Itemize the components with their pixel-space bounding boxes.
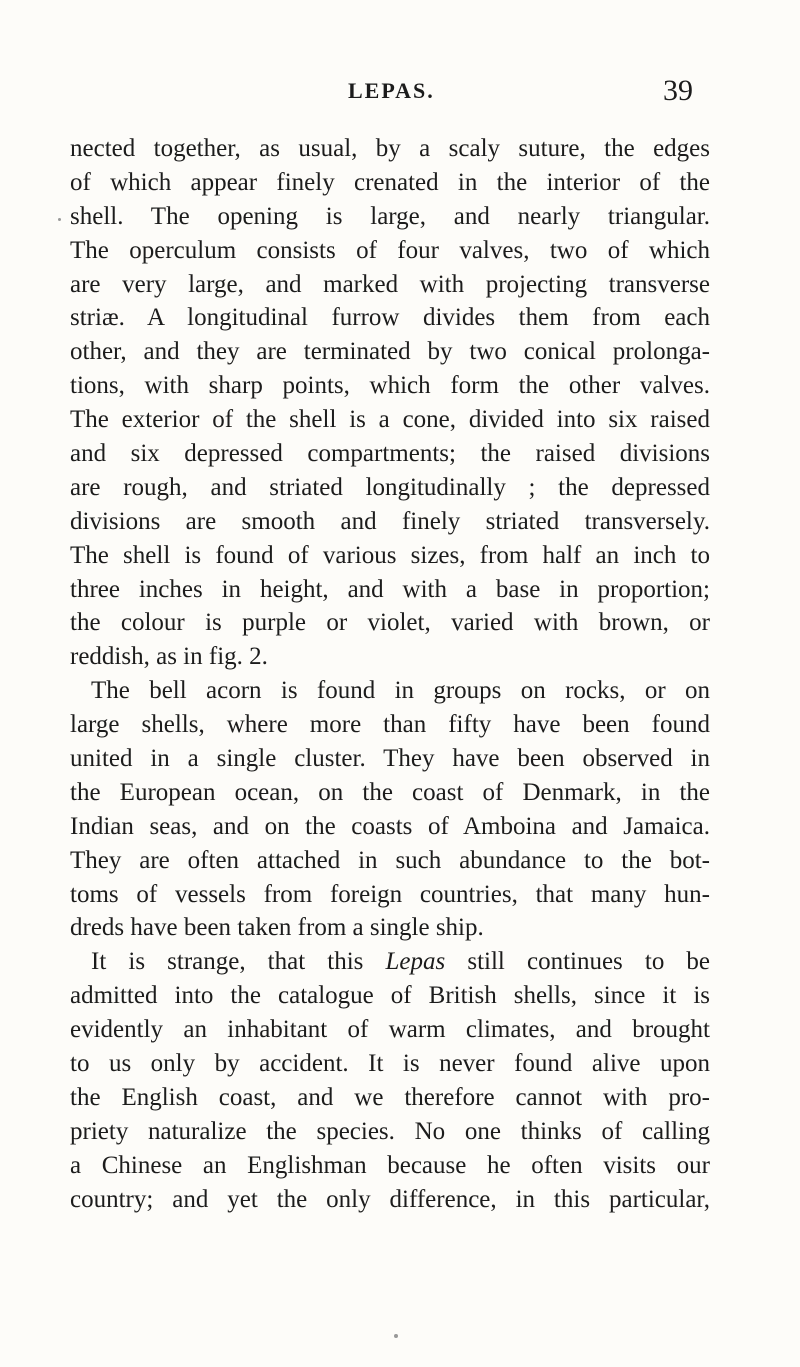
text-line: the English coast, and we therefore cannot with pro- [70,1083,710,1111]
page-number: 39 [663,74,693,107]
text-line: The exterior of the shell is a cone, divided into six raised [70,406,710,434]
text-line: are rough, and striated longitudinally ; the depressed [70,473,710,501]
text-line: large shells, where more than fifty have been found [70,711,710,739]
text-line: other, and they are terminated by two conical prolonga- [70,338,710,366]
text-line: a Chinese an Englishman because he often visits our [70,1151,710,1179]
text-line: They are often attached in such abundance to the bot- [70,846,710,874]
body-text [70,132,710,1217]
text-line: divisions are smooth and finely striated transversely. [70,507,710,535]
text-line: three inches in height, and with a base in proportion; [70,575,710,603]
paragraph-start-line [70,945,710,979]
text-line: and six depressed compartments; the raised divisions [70,440,710,468]
text-line: the European ocean, on the coast of Denmark, in the [70,778,710,806]
ink-speck [394,1334,398,1338]
text-line: nected together, as usual, by a scaly suture, the edges [70,135,710,162]
text-line: evidently an inhabitant of warm climates, and brought [70,1016,710,1044]
text-line: of which appear finely crenated in the interior of the [70,168,710,196]
text-line: united in a single cluster. They have been observed in [70,745,710,773]
text-line: to us only by accident. It is never found alive upon [70,1050,710,1078]
text-line: The operculum consists of four valves, two of which [70,236,710,264]
text-line: country; and yet the only difference, in this particular, [70,1185,710,1213]
text-line: toms of vessels from foreign countries, that many hun- [70,880,710,908]
text-line: admitted into the catalogue of British shells, since it is [70,982,710,1010]
ink-speck [58,218,61,221]
text-line: The shell is found of various sizes, from half an inch to [70,541,710,569]
running-head [0,74,800,114]
text-line: the colour is purple or violet, varied with brown, or [70,609,710,637]
text-segment: still continues to be [467,948,711,976]
text-line: priety naturalize the species. No one thinks of calling [70,1117,710,1145]
text-line: shell. The opening is large, and nearly triangular. [70,202,710,230]
text-line: striæ. A longitudinal furrow divides them from each [70,304,710,332]
paragraph-end-line: reddish, as in fig. 2. [70,643,268,671]
text-segment: It is strange, that this [91,948,364,976]
paragraph-end-line: dreds have been taken from a single ship. [70,914,484,942]
text-line: tions, with sharp points, which form the other valves. [70,372,710,400]
genus-name-italic: Lepas [385,948,446,976]
paragraph-start-line: The bell acorn is found in groups on rocks, or on [91,677,710,705]
running-title: LEPAS. [348,78,435,103]
text-line: are very large, and marked with projecting transverse [70,270,710,298]
text-line: Indian seas, and on the coasts of Amboina and Jamaica. [70,812,710,840]
